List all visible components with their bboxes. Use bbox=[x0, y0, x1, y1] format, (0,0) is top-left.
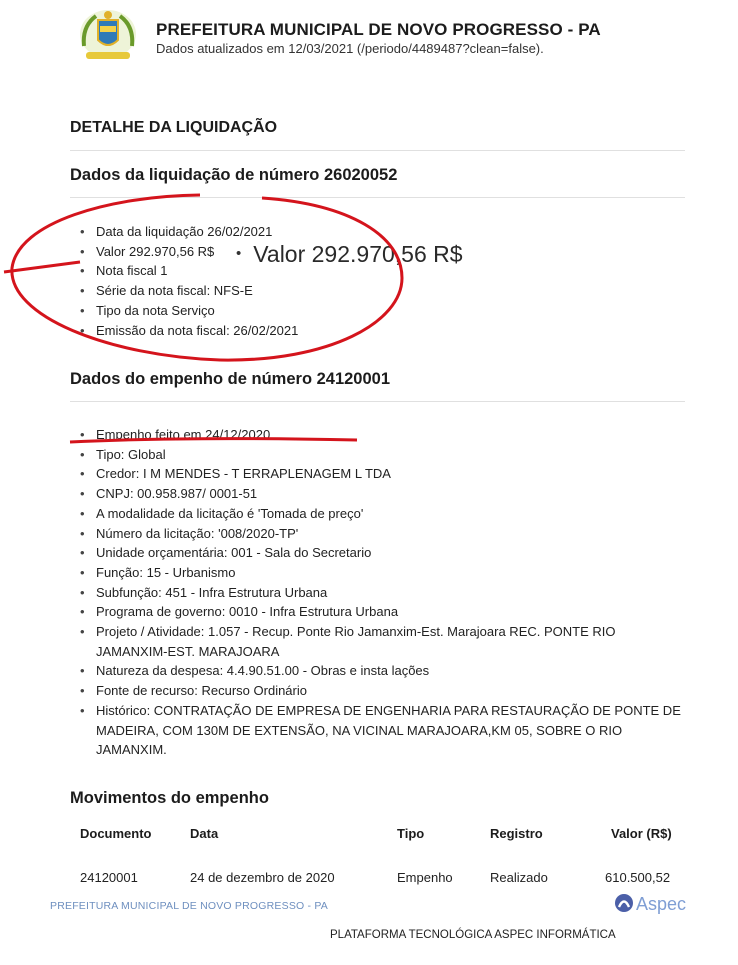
empenho-item: • CNPJ: 00.958.987/ 0001-51 bbox=[80, 484, 690, 504]
liquidacao-item: • Data da liquidação 26/02/2021 bbox=[80, 222, 690, 242]
aspec-brand-text: Aspec bbox=[636, 894, 687, 914]
empenho-item: • Histórico: CONTRATAÇÃO DE EMPRESA DE ENGENHARIA PARA RESTAURAÇÃO DE PONTE DE MADEIRA, COM 130M DE EXTENSÃO, NA VICINAL MARAJOARA,KM 05, SOBRE O RIO JAMANXIM. bbox=[80, 701, 690, 760]
empenho-item: • Empenho feito em 24/12/2020 bbox=[80, 425, 690, 445]
liquidacao-item: • Série da nota fiscal: NFS-E bbox=[80, 281, 690, 301]
empenho-item: • Tipo: Global bbox=[80, 445, 690, 465]
red-arrow-annotation bbox=[4, 262, 80, 272]
empenho-item: • Programa de governo: 0010 - Infra Estrutura Urbana bbox=[80, 602, 690, 622]
cell-data: 24 de dezembro de 2020 bbox=[190, 870, 335, 885]
footer-platform: PLATAFORMA TECNOLÓGICA ASPEC INFORMÁTICA bbox=[330, 929, 616, 941]
footer-municipality: PREFEITURA MUNICIPAL DE NOVO PROGRESSO - PA bbox=[50, 900, 328, 912]
liquidacao-heading: Dados da liquidação de número 26020052 bbox=[70, 166, 398, 184]
empenho-item: • A modalidade da licitação é 'Tomada de preço' bbox=[80, 504, 690, 524]
col-data: Data bbox=[190, 826, 219, 841]
cell-valor: 610.500,52 bbox=[605, 870, 671, 885]
cell-documento: 24120001 bbox=[80, 870, 138, 885]
cell-registro: Realizado bbox=[490, 870, 548, 885]
divider bbox=[70, 401, 685, 402]
header-title: PREFEITURA MUNICIPAL DE NOVO PROGRESSO - PA bbox=[156, 20, 601, 39]
liquidacao-item: • Valor 292.970,56 R$ bbox=[80, 242, 690, 262]
valor-zoom-text: Valor 292.970,56 R$ bbox=[253, 241, 463, 267]
divider bbox=[70, 197, 685, 198]
empenho-heading: Dados do empenho de número 24120001 bbox=[70, 370, 391, 388]
empenho-item: • Credor: I M MENDES - T ERRAPLENAGEM L TDA bbox=[80, 464, 690, 484]
empenho-list bbox=[80, 425, 690, 760]
empenho-item: • Número da licitação: '008/2020-TP' bbox=[80, 524, 690, 544]
cell-tipo: Empenho bbox=[397, 870, 453, 885]
aspec-logo-icon bbox=[614, 893, 634, 913]
col-registro: Registro bbox=[490, 826, 543, 841]
header-subtitle: Dados atualizados em 12/03/2021 (/periodo/4489487?clean=false). bbox=[156, 41, 544, 56]
empenho-item: • Função: 15 - Urbanismo bbox=[80, 563, 690, 583]
col-valor: Valor (R$) bbox=[611, 826, 672, 841]
valor-zoom-callout: • Valor 292.970,56 R$ bbox=[236, 241, 463, 267]
empenho-item: • Projeto / Atividade: 1.057 - Recup. Ponte Rio Jamanxim-Est. Marajoara REC. PONTE RIO JAMANXIM-EST. MARAJOARA bbox=[80, 622, 690, 661]
col-documento: Documento bbox=[80, 826, 152, 841]
page-title: DETALHE DA LIQUIDAÇÃO bbox=[70, 119, 278, 136]
liquidacao-item: • Tipo da nota Serviço bbox=[80, 301, 690, 321]
aspec-brand bbox=[614, 893, 686, 915]
divider bbox=[70, 150, 685, 151]
liquidacao-item: • Nota fiscal 1 bbox=[80, 261, 690, 281]
movimentos-heading: Movimentos do empenho bbox=[70, 789, 269, 807]
liquidacao-list bbox=[80, 222, 690, 340]
col-tipo: Tipo bbox=[397, 826, 425, 841]
empenho-item: • Fonte de recurso: Recurso Ordinário bbox=[80, 681, 690, 701]
liquidacao-item: • Emissão da nota fiscal: 26/02/2021 bbox=[80, 321, 690, 341]
empenho-item: • Natureza da despesa: 4.4.90.51.00 - Obras e insta lações bbox=[80, 661, 690, 681]
empenho-item: • Unidade orçamentária: 001 - Sala do Secretario bbox=[80, 543, 690, 563]
empenho-item: • Subfunção: 451 - Infra Estrutura Urbana bbox=[80, 583, 690, 603]
municipal-coat-of-arms-icon bbox=[74, 6, 142, 64]
